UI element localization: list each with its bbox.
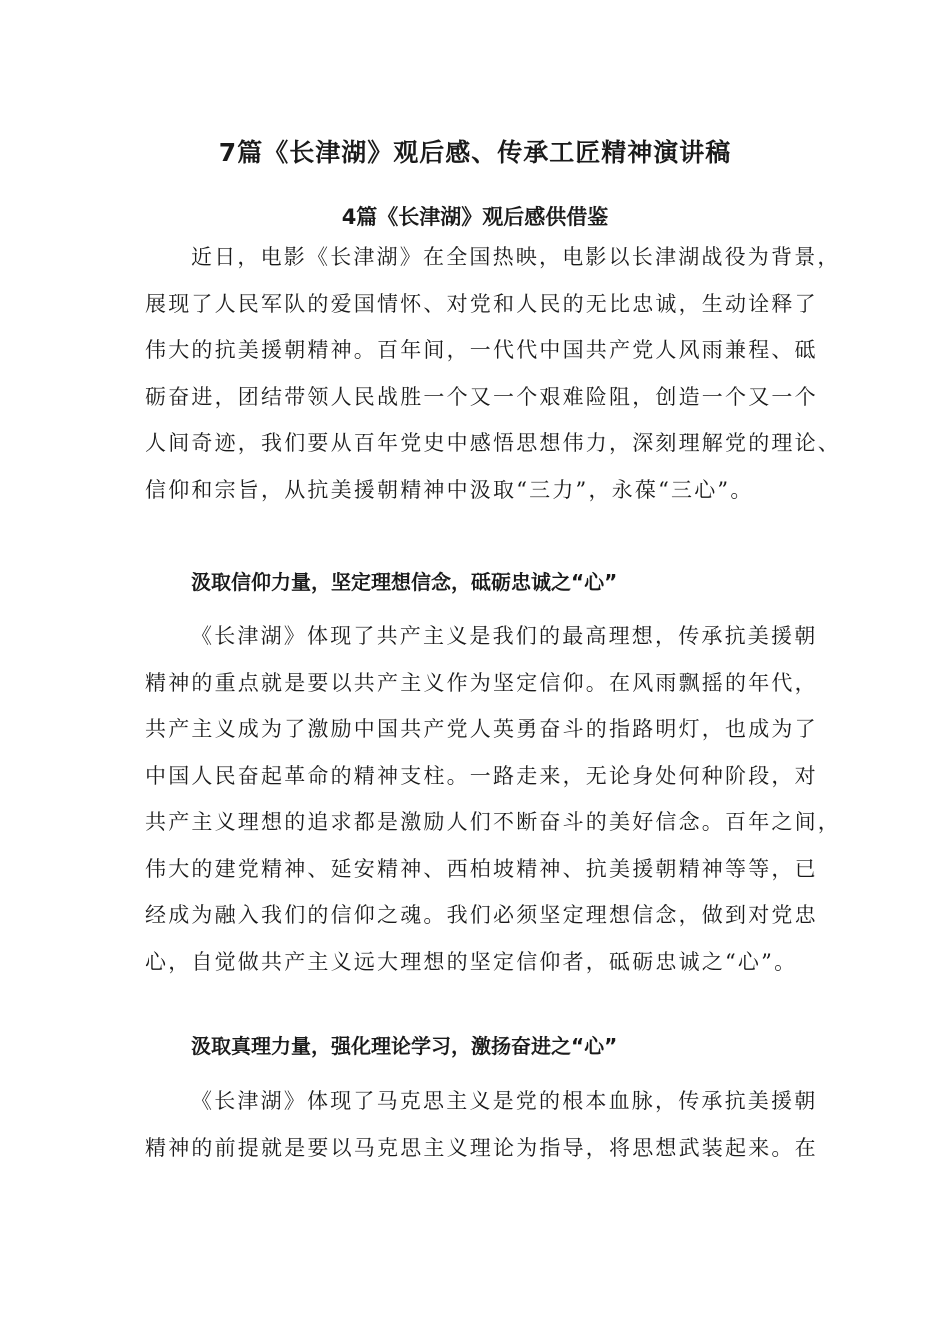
document-subtitle: 4篇《长津湖》观后感供借鉴 [341, 205, 609, 229]
paragraph-line: 心，自觉做共产主义远大理想的坚定信仰者，砥砺忠诚之“心”。 [145, 949, 798, 974]
paragraph-line: 伟大的建党精神、延安精神、西柏坡精神、抗美援朝精神等等，已 [145, 856, 818, 881]
paragraph-line: 中国人民奋起革命的精神支柱。一路走来，无论身处何种阶段，对 [145, 763, 818, 788]
paragraph-3 [145, 1078, 818, 1171]
paragraph-line: 展现了人民军队的爱国情怀、对党和人民的无比忠诚，生动诠释了 [145, 291, 818, 316]
paragraph-line: 近日，电影《长津湖》在全国热映，电影以长津湖战役为背景， [191, 245, 841, 269]
document-title: 7篇《长津湖》观后感、传承工匠精神演讲稿 [218, 138, 732, 167]
paragraph-line: 共产主义成为了激励中国共产党人英勇奋斗的指路明灯，也成为了 [145, 717, 818, 741]
paragraph-line: 伟大的抗美援朝精神。百年间，一代代中国共产党人风雨兼程、砥 [145, 338, 818, 362]
paragraph-line: 砺奋进，团结带领人民战胜一个又一个艰难险阻，创造一个又一个 [145, 384, 818, 409]
paragraph-line: 共产主义理想的追求都是激励人们不断奋斗的美好信念。百年之间， [145, 810, 841, 834]
paragraph-line: 信仰和宗旨，从抗美援朝精神中汲取“三力”，永葆“三心”。 [145, 477, 754, 502]
section-heading-2: 汲取真理力量，强化理论学习，激扬奋进之“心” [191, 1034, 618, 1058]
section-heading-1: 汲取信仰力量，坚定理想信念，砥砺忠诚之“心” [191, 570, 618, 594]
paragraph-line: 经成为融入我们的信仰之魂。我们必须坚定理想信念，做到对党忠 [145, 903, 818, 927]
paragraph-2 [145, 613, 841, 985]
paragraph-line: 精神的重点就是要以共产主义作为坚定信仰。在风雨飘摇的年代， [145, 670, 818, 695]
paragraph-line: 《长津湖》体现了共产主义是我们的最高理想，传承抗美援朝 [191, 624, 818, 648]
paragraph-1 [145, 234, 841, 513]
paragraph-line: 人间奇迹，我们要从百年党史中感悟思想伟力，深刻理解党的理论、 [145, 431, 841, 455]
paragraph-line: 精神的前提就是要以马克思主义理论为指导，将思想武装起来。在 [145, 1135, 818, 1160]
paragraph-line: 《长津湖》体现了马克思主义是党的根本血脉，传承抗美援朝 [191, 1089, 818, 1113]
